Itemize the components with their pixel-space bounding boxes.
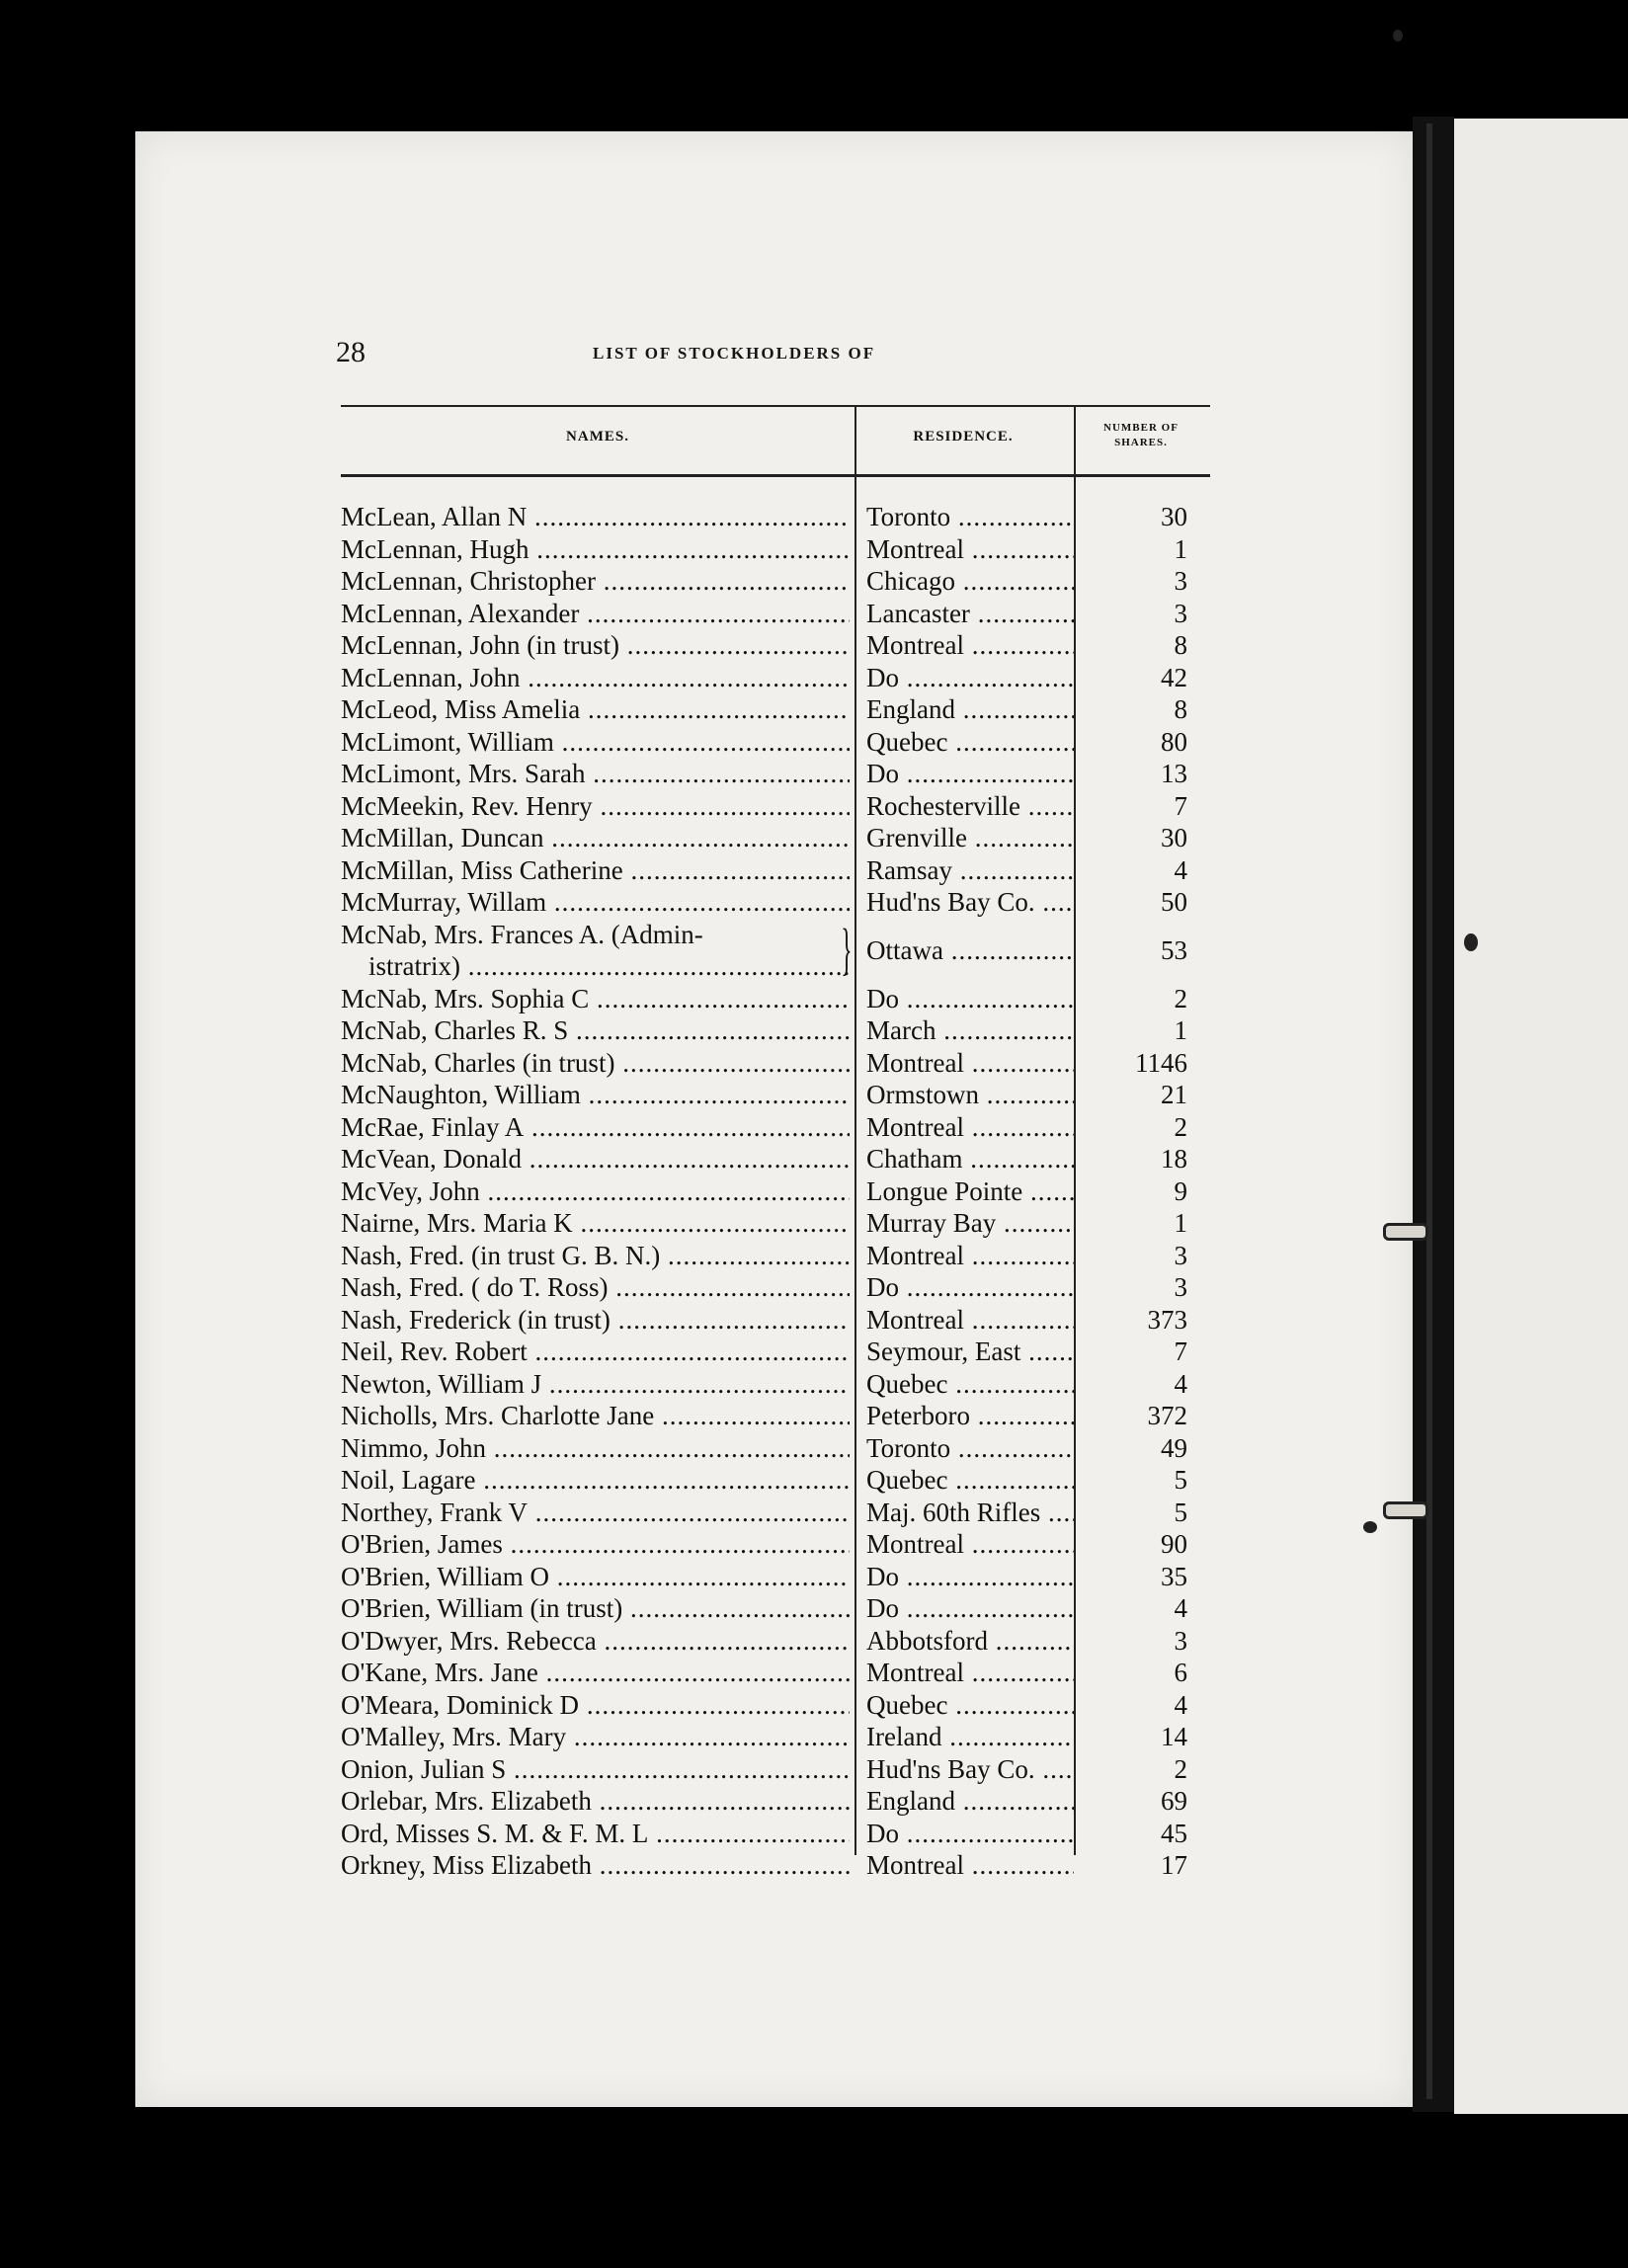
- stockholder-shares: 13: [1161, 759, 1187, 788]
- table-row: [341, 1657, 1210, 1689]
- stockholder-shares: 69: [1161, 1786, 1187, 1816]
- table-row: [341, 1304, 1210, 1336]
- stockholder-residence: Ottawa .....: [866, 934, 1074, 966]
- stockholder-name: McLennan, Alexander .....: [341, 598, 850, 629]
- stockholder-name: McNab, Mrs. Sophia C .....: [341, 983, 850, 1014]
- stockholder-residence: Do .....: [866, 1592, 1074, 1624]
- stockholder-name: Ord, Misses S. M. & F. M. L .....: [341, 1818, 850, 1849]
- stockholder-shares: 53: [1161, 934, 1187, 965]
- stockholder-name: McLeod, Miss Amelia .....: [341, 693, 850, 725]
- stockholder-residence: Chatham .....: [866, 1143, 1074, 1174]
- table-row: [341, 1528, 1210, 1561]
- stockholder-shares: 6: [1174, 1658, 1187, 1687]
- stockholders-table: [341, 405, 1210, 1882]
- table-row: [341, 1207, 1210, 1240]
- stockholder-residence: Montreal .....: [866, 1304, 1074, 1336]
- stockholder-name: Onion, Julian S .....: [341, 1753, 850, 1785]
- stockholder-shares: 9: [1174, 1175, 1187, 1206]
- stockholder-name: McVey, John .....: [341, 1175, 850, 1207]
- table-row: [341, 758, 1210, 790]
- stockholder-name: McLimont, Mrs. Sarah .....: [341, 758, 850, 789]
- stockholder-shares: 1: [1174, 1015, 1187, 1045]
- table-row: [341, 1561, 1210, 1593]
- stockholder-name: McLean, Allan N .....: [341, 501, 850, 532]
- stockholder-shares: 1: [1174, 1208, 1187, 1238]
- stockholder-shares: 8: [1174, 630, 1187, 660]
- stockholder-name: O'Brien, James .....: [341, 1528, 850, 1560]
- stockholder-residence: Ireland .....: [866, 1721, 1074, 1752]
- table-row: [341, 1400, 1210, 1432]
- stockholder-shares: 4: [1174, 854, 1187, 885]
- page-header: [336, 336, 1205, 375]
- facing-page-edge: [1454, 119, 1628, 2114]
- stockholder-shares: 30: [1161, 502, 1187, 531]
- binding-gutter: [1413, 117, 1454, 2112]
- stockholder-name: McLimont, William .....: [341, 726, 850, 758]
- stockholder-shares: 3: [1174, 1272, 1187, 1302]
- table-row: [341, 1753, 1210, 1786]
- stockholder-residence: Chicago .....: [866, 565, 1074, 597]
- stockholder-residence: Peterboro .....: [866, 1400, 1074, 1431]
- stockholder-shares: 3: [1174, 1625, 1187, 1656]
- stockholder-name: McMillan, Duncan .....: [341, 822, 850, 853]
- table-row: [341, 533, 1210, 566]
- table-row: [341, 854, 1210, 887]
- stockholder-residence: Longue Pointe .....: [866, 1175, 1074, 1207]
- table-body: [341, 501, 1210, 1882]
- stockholder-shares: 30: [1161, 823, 1187, 852]
- stockholder-shares: 1146: [1135, 1047, 1187, 1078]
- stockholder-name: McLennan, Christopher .....: [341, 565, 850, 597]
- stockholder-name: O'Brien, William O .....: [341, 1561, 850, 1592]
- stockholder-shares: 21: [1161, 1080, 1187, 1109]
- stockholder-shares: 2: [1174, 1753, 1187, 1784]
- column-headers: [341, 407, 1210, 474]
- table-row: [341, 1047, 1210, 1080]
- table-row: [341, 1625, 1210, 1658]
- column-header-shares: [1077, 421, 1205, 450]
- table-row: [341, 501, 1210, 533]
- column-header-shares-line1: NUMBER OF: [1103, 422, 1179, 434]
- stockholder-name: McVean, Donald .....: [341, 1143, 850, 1174]
- stockholder-shares: 2: [1174, 983, 1187, 1013]
- stockholder-name: O'Dwyer, Mrs. Rebecca .....: [341, 1625, 850, 1657]
- stockholder-residence: Quebec .....: [866, 1464, 1074, 1496]
- table-row: [341, 629, 1210, 662]
- stockholder-name: Noil, Lagare .....: [341, 1464, 850, 1496]
- stockholder-name: McNaughton, William .....: [341, 1079, 850, 1110]
- stockholder-residence: Ormstown .....: [866, 1079, 1074, 1110]
- table-row: [341, 565, 1210, 598]
- table-row: [341, 693, 1210, 726]
- binding-edge: [1426, 123, 1432, 2099]
- table-row: [341, 1111, 1210, 1144]
- table-row: [341, 1432, 1210, 1465]
- stockholder-residence: Do .....: [866, 1271, 1074, 1303]
- stockholder-residence: Quebec .....: [866, 726, 1074, 758]
- table-row: [341, 983, 1210, 1015]
- stockholder-residence: Montreal .....: [866, 1528, 1074, 1560]
- stockholder-residence: Grenville .....: [866, 822, 1074, 853]
- stockholder-shares: 45: [1161, 1818, 1187, 1848]
- stockholder-shares: 4: [1174, 1368, 1187, 1399]
- stockholder-name: McMeekin, Rev. Henry .....: [341, 790, 850, 822]
- stockholder-residence: Do .....: [866, 758, 1074, 789]
- stockholder-name: Orkney, Miss Elizabeth .....: [341, 1849, 850, 1881]
- stockholder-shares: 5: [1174, 1465, 1187, 1495]
- table-row: [341, 822, 1210, 854]
- table-row: [341, 1818, 1210, 1850]
- stockholder-name: Newton, William J .....: [341, 1368, 850, 1400]
- stockholder-residence: Hud'ns Bay Co. .....: [866, 1753, 1074, 1785]
- stockholder-residence: Montreal .....: [866, 1047, 1074, 1079]
- stockholder-residence: Do .....: [866, 1561, 1074, 1592]
- stockholder-residence: Murray Bay .....: [866, 1207, 1074, 1239]
- stockholder-name: McMillan, Miss Catherine .....: [341, 854, 850, 886]
- stockholder-shares: 372: [1147, 1401, 1187, 1430]
- stockholder-residence: Hud'ns Bay Co. .....: [866, 886, 1074, 918]
- stockholder-shares: 1: [1174, 533, 1187, 564]
- table-row: [341, 1785, 1210, 1818]
- table-row: [341, 726, 1210, 759]
- column-header-residence: RESIDENCE.: [913, 429, 1014, 445]
- stockholder-shares: 5: [1174, 1497, 1187, 1527]
- column-header-names: NAMES.: [566, 429, 629, 445]
- binding-stitch: [1383, 1501, 1428, 1519]
- stockholder-shares: 90: [1161, 1529, 1187, 1559]
- stockholder-name: O'Brien, William (in trust) .....: [341, 1592, 850, 1624]
- stockholder-shares: 50: [1161, 887, 1187, 917]
- binding-stitch: [1383, 1223, 1428, 1241]
- stockholder-shares: 4: [1174, 1593, 1187, 1623]
- stockholder-residence: Quebec .....: [866, 1689, 1074, 1721]
- ink-blot: [1363, 1521, 1377, 1533]
- table-row: [341, 1079, 1210, 1111]
- stockholder-shares: 3: [1174, 598, 1187, 628]
- stockholder-name: O'Kane, Mrs. Jane .....: [341, 1657, 850, 1688]
- table-row: [341, 662, 1210, 694]
- brace-mark: }: [841, 916, 853, 981]
- table-row: [341, 598, 1210, 630]
- stockholder-shares: 7: [1174, 1336, 1187, 1366]
- ink-blot: [1393, 30, 1403, 41]
- stockholder-residence: Rochesterville .....: [866, 790, 1074, 822]
- table-row: [341, 1689, 1210, 1722]
- stockholder-residence: Montreal .....: [866, 629, 1074, 661]
- stockholder-name: McNab, Charles R. S .....: [341, 1014, 850, 1046]
- table-row: [341, 1240, 1210, 1272]
- table-row: [341, 1175, 1210, 1208]
- stockholder-name: Nairne, Mrs. Maria K .....: [341, 1207, 850, 1239]
- stockholder-shares: 3: [1174, 566, 1187, 596]
- stockholder-name: Nash, Fred. (in trust G. B. N.) .....: [341, 1240, 850, 1271]
- stockholder-name: McNab, Charles (in trust) .....: [341, 1047, 850, 1079]
- stockholder-residence: Montreal .....: [866, 1657, 1074, 1688]
- table-row: [341, 1497, 1210, 1529]
- stockholder-name: McMurray, Willam .....: [341, 886, 850, 918]
- stockholder-shares: 80: [1161, 726, 1187, 757]
- stockholder-shares: 17: [1161, 1850, 1187, 1880]
- stockholder-residence: Toronto .....: [866, 501, 1074, 532]
- table-row: [341, 1721, 1210, 1753]
- stockholder-name: McLennan, John .....: [341, 662, 850, 693]
- stockholder-residence: Montreal .....: [866, 533, 1074, 565]
- stockholder-residence: Lancaster .....: [866, 598, 1074, 629]
- stockholder-residence: Do .....: [866, 662, 1074, 693]
- stockholder-shares: 18: [1161, 1144, 1187, 1174]
- stockholder-name: O'Meara, Dominick D .....: [341, 1689, 850, 1721]
- stockholder-name: Orlebar, Mrs. Elizabeth .....: [341, 1785, 850, 1817]
- ink-blot: [1464, 933, 1478, 951]
- stockholder-residence: Seymour, East .....: [866, 1336, 1074, 1367]
- stockholder-residence: Montreal .....: [866, 1240, 1074, 1271]
- stockholder-shares: 42: [1161, 662, 1187, 692]
- stockholder-name: Nash, Frederick (in trust) .....: [341, 1304, 850, 1336]
- table-row: [341, 1368, 1210, 1401]
- stockholder-shares: 14: [1161, 1722, 1187, 1751]
- table-row: [341, 1336, 1210, 1368]
- stockholder-shares: 35: [1161, 1561, 1187, 1591]
- table-row: [341, 1271, 1210, 1304]
- stockholder-residence: Toronto .....: [866, 1432, 1074, 1464]
- table-row: [341, 1014, 1210, 1047]
- stockholder-name: [341, 916, 853, 982]
- stockholder-residence: Maj. 60th Rifles .....: [866, 1497, 1074, 1528]
- header-rule: [341, 474, 1210, 477]
- table-row: [341, 916, 1210, 983]
- stockholder-shares: 4: [1174, 1689, 1187, 1720]
- stockholder-shares: 7: [1174, 790, 1187, 821]
- stockholder-residence: Do .....: [866, 983, 1074, 1014]
- table-row: [341, 1464, 1210, 1497]
- stockholder-shares: 8: [1174, 694, 1187, 724]
- stockholder-name: Nash, Fred. ( do T. Ross) .....: [341, 1271, 850, 1303]
- stockholder-name: Nimmo, John .....: [341, 1432, 850, 1464]
- table-row: [341, 1849, 1210, 1882]
- stockholder-shares: 373: [1147, 1304, 1187, 1335]
- stockholder-shares: 49: [1161, 1432, 1187, 1463]
- stockholder-residence: Montreal .....: [866, 1849, 1074, 1881]
- stockholder-name: McRae, Finlay A .....: [341, 1111, 850, 1143]
- stockholder-residence: England .....: [866, 693, 1074, 725]
- stockholder-name: Nicholls, Mrs. Charlotte Jane .....: [341, 1400, 850, 1431]
- stockholder-residence: Quebec .....: [866, 1368, 1074, 1400]
- stockholder-residence: March .....: [866, 1014, 1074, 1046]
- stockholder-residence: Abbotsford .....: [866, 1625, 1074, 1657]
- stockholder-name: McLennan, John (in trust) .....: [341, 629, 850, 661]
- stockholder-name: McLennan, Hugh .....: [341, 533, 850, 565]
- table-row: [341, 1143, 1210, 1175]
- stockholder-residence: Ramsay .....: [866, 854, 1074, 886]
- table-row: [341, 1592, 1210, 1625]
- stockholder-name: O'Malley, Mrs. Mary .....: [341, 1721, 850, 1752]
- page-number: 28: [336, 336, 366, 368]
- table-row: [341, 886, 1210, 919]
- stockholder-shares: 3: [1174, 1240, 1187, 1270]
- stockholder-residence: Do .....: [866, 1818, 1074, 1849]
- stockholder-name: Neil, Rev. Robert .....: [341, 1336, 850, 1367]
- stockholder-name: Northey, Frank V .....: [341, 1497, 850, 1528]
- running-title: LIST OF STOCKHOLDERS OF: [593, 344, 876, 363]
- stockholder-residence: Montreal .....: [866, 1111, 1074, 1143]
- stockholder-name-line1: McNab, Mrs. Frances A. (Admin-: [341, 919, 703, 949]
- stockholder-residence: England .....: [866, 1785, 1074, 1817]
- table-row: [341, 790, 1210, 823]
- stockholder-name-line2: istratrix) .....: [341, 950, 850, 982]
- stockholder-shares: 2: [1174, 1111, 1187, 1142]
- column-header-shares-line2: SHARES.: [1114, 437, 1168, 448]
